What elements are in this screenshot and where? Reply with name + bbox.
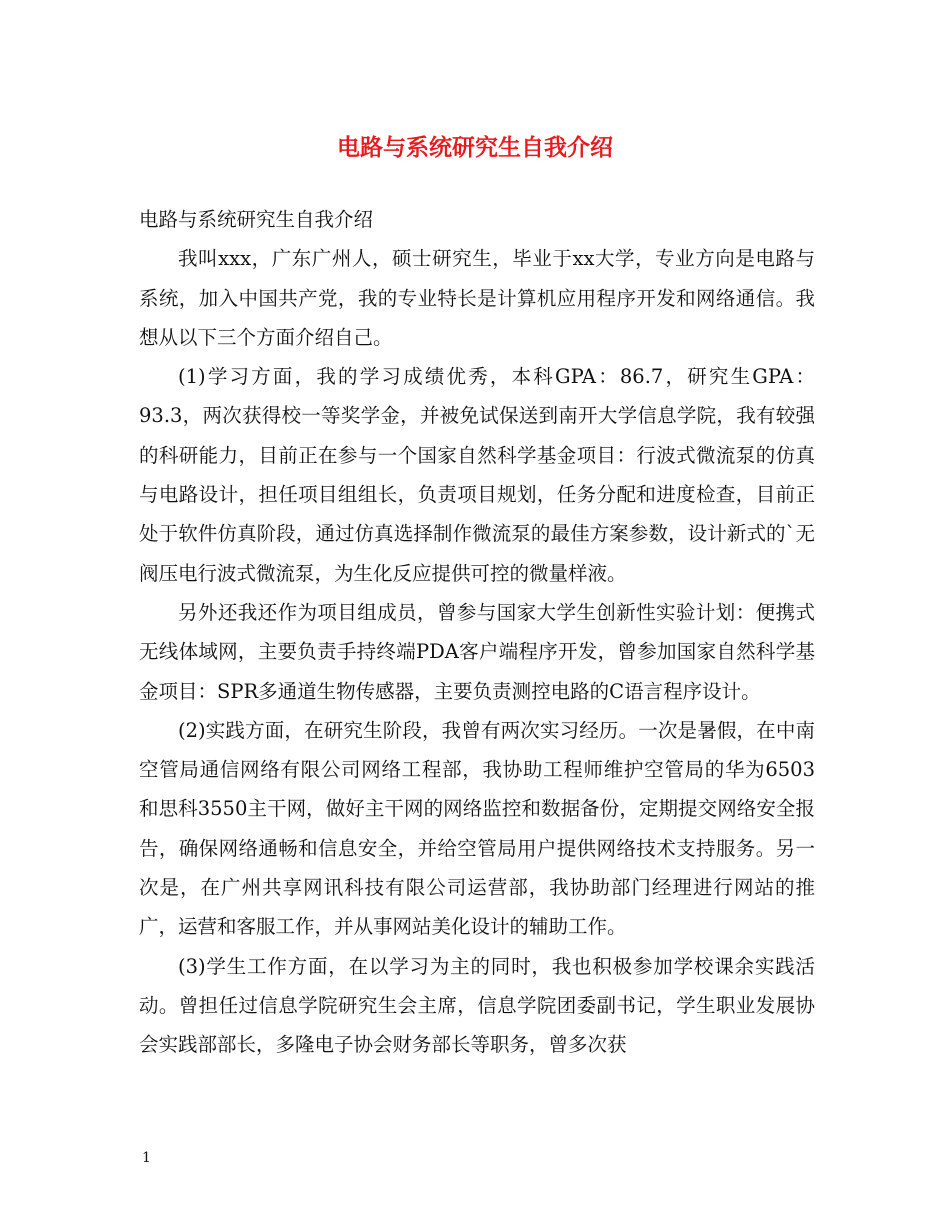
paragraph-practice: (2)实践方面，在研究生阶段，我曾有两次实习经历。一次是暑假，在中南空管局通信网络有限公司网络工程部，我协助工程师维护空管局的华为6503 和思科3550主干网，做好主干网的网络监控和数据备份，定期提交网络安全报告，确保网络通畅和信息安全，并给空管局用户提供网络技术支持服务。另一次是，在广州共享网讯科技有限公司运营部，我协助部门经理进行网站的推广，运营和客服工作，并从事网站美化设计的辅助工作。	[139, 718, 815, 939]
document-body	[139, 200, 815, 1065]
page-number: 1	[142, 1150, 151, 1166]
body-heading: 电路与系统研究生自我介绍	[139, 208, 374, 231]
paragraph-study: (1)学习方面，我的学习成绩优秀，本科GPA：86.7，研究生GPA：93.3，两次获得校一等奖学金，并被免试保送到南开大学信息学院，我有较强的科研能力，目前正在参与一个国家自然科学基金项目：行波式微流泵的仿真与电路设计，担任项目组组长，负责项目规划，任务分配和进度检查，目前正处于软件仿真阶段，通过仿真选择制作微流泵的最佳方案参数，设计新式的`无阀压电行波式微流泵，为生化反应提供可控的微量样液。	[139, 365, 815, 585]
paragraph-introduction: 我叫xxx，广东广州人，硕士研究生，毕业于xx大学，专业方向是电路与系统，加入中国共产党，我的专业特长是计算机应用程序开发和网络通信。我想从以下三个方面介绍自己。	[139, 247, 815, 349]
document-title: 电路与系统研究生自我介绍	[337, 134, 613, 161]
paragraph-projects: 另外还我还作为项目组成员，曾参与国家大学生创新性实验计划：便携式无线体域网，主要负责手持终端PDA客户端程序开发，曾参加国家自然科学基金项目：SPR多通道生物传感器，主要负责测控电路的C语言程序设计。	[139, 600, 815, 703]
paragraph-student-work: (3)学生工作方面，在以学习为主的同时，我也积极参加学校课余实践活动。曾担任过信息学院研究生会主席，信息学院团委副书记，学生职业发展协会实践部部长，多隆电子协会财务部长等职务，曾多次获	[139, 954, 815, 1057]
